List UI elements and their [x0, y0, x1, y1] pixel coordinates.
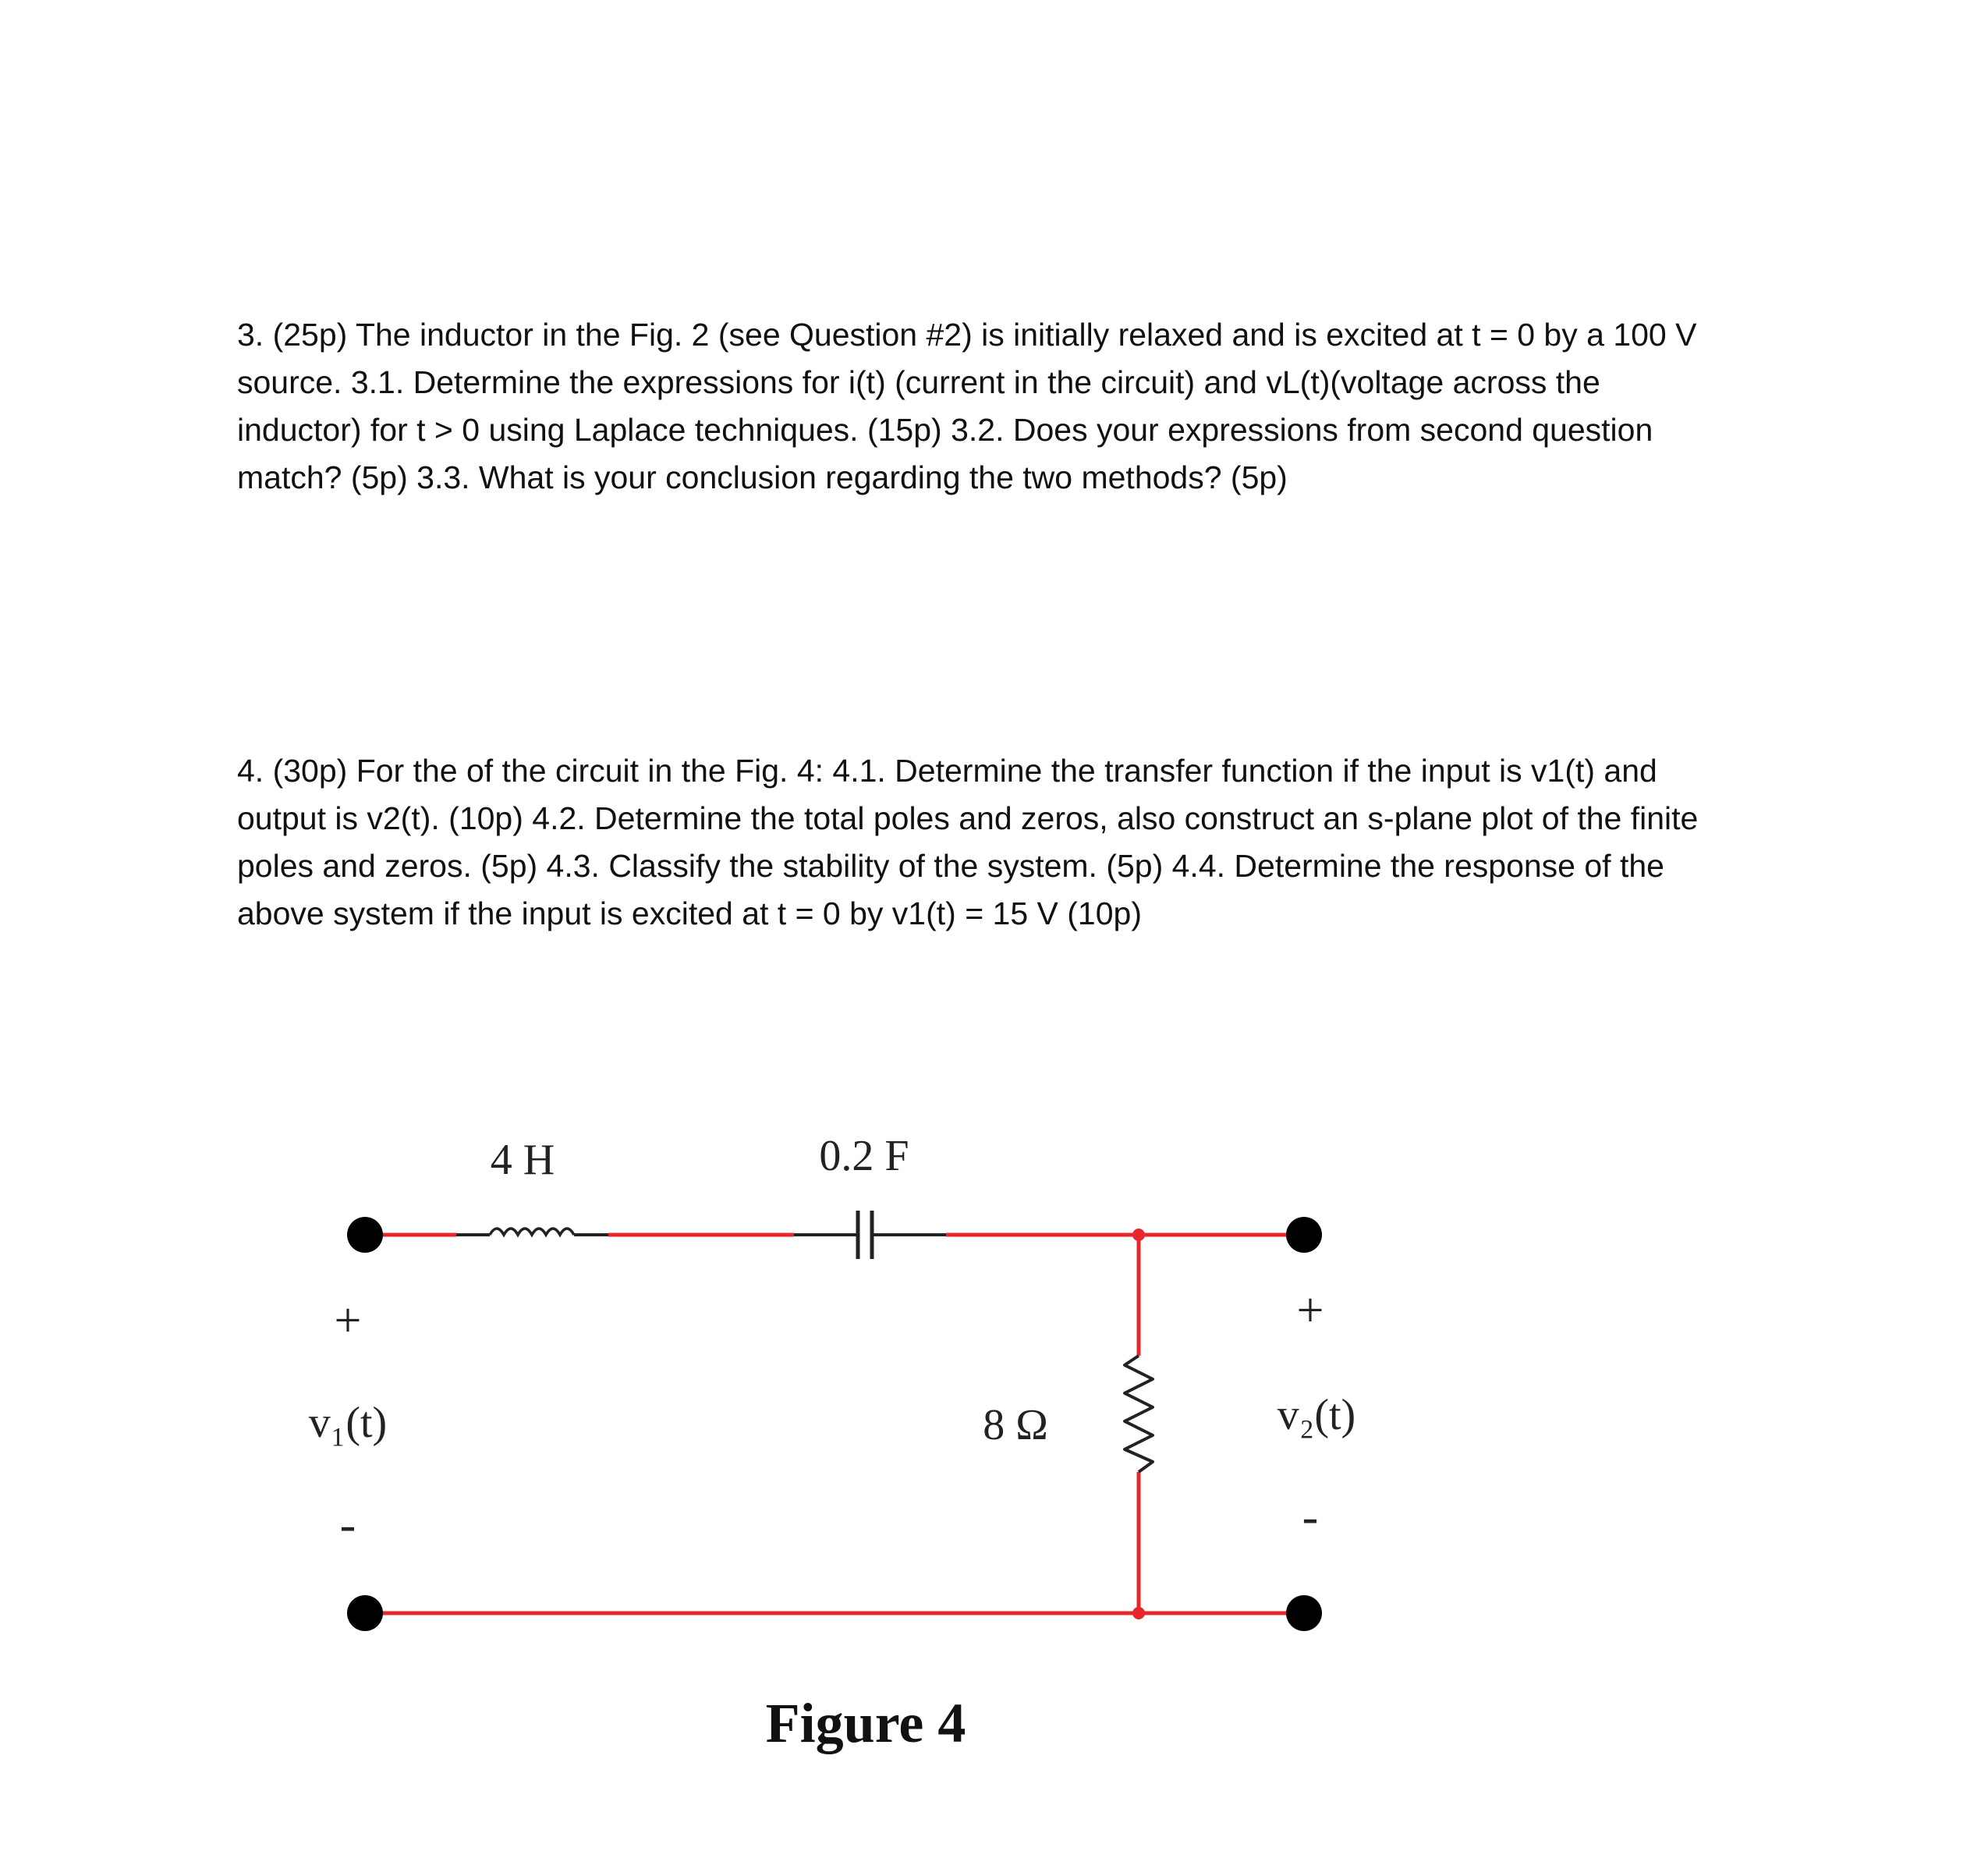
question-4-line: poles and zeros. (5p) 4.3. Classify the stability of the system. (5p) 4.4. Determine the response of the — [237, 848, 1664, 884]
question-4-line: 4. (30p) For the of the circuit in the Fig. 4: 4.1. Determine the transfer function if the input is v1(t) and — [237, 753, 1657, 789]
question-3-line: source. 3.1. Determine the expressions for i(t) (current in the circuit) and vL(t)(voltage across the — [237, 364, 1600, 400]
output-terminal-bottom — [1286, 1595, 1322, 1631]
question-3-line: match? (5p) 3.3. What is your conclusion regarding the two methods? (5p) — [237, 459, 1288, 495]
question-4-line: above system if the input is excited at t = 0 by v1(t) = 15 V (10p) — [237, 895, 1142, 931]
input-terminal-top — [347, 1217, 383, 1253]
output-voltage-label: v₂(t) — [1277, 1391, 1356, 1439]
inductor-label: 4 H — [490, 1136, 555, 1184]
capacitor-label: 0.2 F — [819, 1132, 909, 1180]
figure-caption: Figure 4 — [765, 1692, 966, 1754]
input-minus-sign: - — [339, 1498, 356, 1552]
input-plus-sign: + — [334, 1294, 362, 1347]
question-3-line: 3. (25p) The inductor in the Fig. 2 (see Question #2) is initially relaxed and is excited at t = 0 by a 100 V — [237, 317, 1697, 353]
question-4-line: output is v2(t). (10p) 4.2. Determine the total poles and zeros, also construct an s-plane plot of the finite — [237, 800, 1699, 836]
output-plus-sign: + — [1296, 1284, 1324, 1337]
input-terminal-bottom — [347, 1595, 383, 1631]
resistor-symbol — [1125, 1356, 1153, 1472]
capacitor-symbol — [794, 1211, 946, 1259]
output-minus-sign: - — [1302, 1491, 1319, 1544]
junction-dot-bottom — [1132, 1607, 1145, 1619]
inductor-symbol — [456, 1229, 608, 1235]
question-3-line: inductor) for t > 0 using Laplace techniques. (15p) 3.2. Does your expressions from second question — [237, 412, 1653, 448]
resistor-label: 8 Ω — [983, 1401, 1048, 1449]
output-terminal-top — [1286, 1217, 1322, 1253]
input-voltage-label: v₁(t) — [308, 1399, 388, 1447]
junction-dot-top — [1132, 1229, 1145, 1241]
